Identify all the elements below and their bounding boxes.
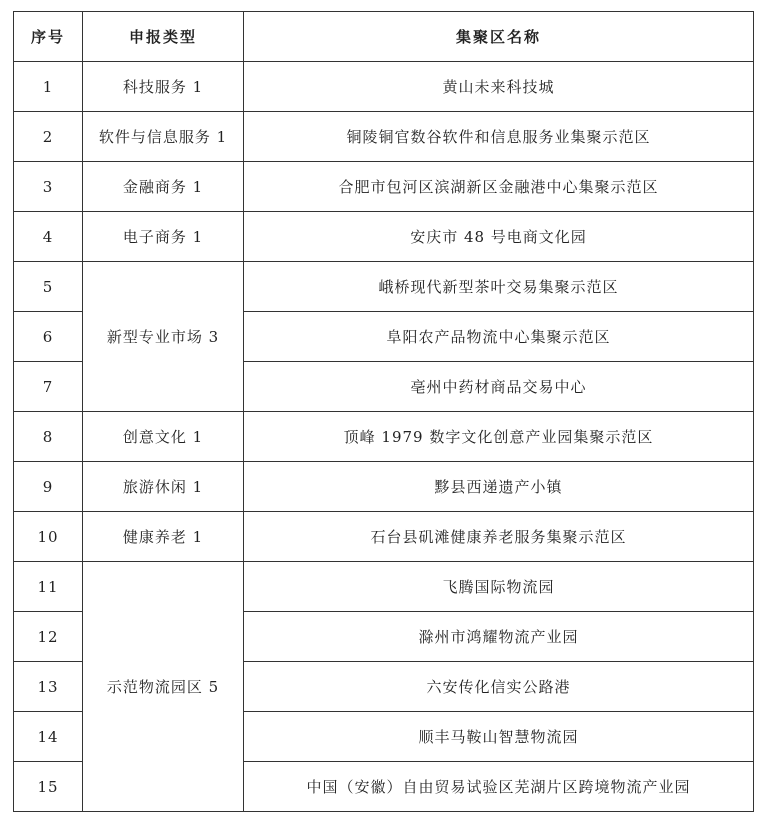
row-name: 阜阳农产品物流中心集聚示范区 [244,312,754,362]
header-name: 集聚区名称 [244,12,754,62]
table-row [14,462,754,512]
row-type: 旅游休闲 1 [83,462,244,512]
header-no: 序号 [14,12,83,62]
row-number: 6 [14,312,83,362]
header-type: 申报类型 [83,12,244,62]
row-type: 创意文化 1 [83,412,244,462]
table-row [14,112,754,162]
row-number: 13 [14,662,83,712]
row-number: 3 [14,162,83,212]
table-row [14,262,754,312]
row-name: 滁州市鸿耀物流产业园 [244,612,754,662]
row-name: 黄山未来科技城 [244,62,754,112]
row-number: 12 [14,612,83,662]
row-type: 健康养老 1 [83,512,244,562]
row-name: 六安传化信实公路港 [244,662,754,712]
table-row [14,562,754,612]
row-name: 亳州中药材商品交易中心 [244,362,754,412]
row-name: 中国（安徽）自由贸易试验区芜湖片区跨境物流产业园 [244,762,754,812]
row-name: 石台县矶滩健康养老服务集聚示范区 [244,512,754,562]
row-number: 4 [14,212,83,262]
row-number: 11 [14,562,83,612]
row-number: 9 [14,462,83,512]
row-name: 顶峰 1979 数字文化创意产业园集聚示范区 [244,412,754,462]
cluster-table [13,11,754,812]
row-name: 飞腾国际物流园 [244,562,754,612]
table-row [14,512,754,562]
table-row [14,412,754,462]
row-type: 示范物流园区 5 [83,562,244,812]
row-number: 15 [14,762,83,812]
table-row [14,162,754,212]
row-name: 铜陵铜官数谷软件和信息服务业集聚示范区 [244,112,754,162]
row-type: 软件与信息服务 1 [83,112,244,162]
row-name: 顺丰马鞍山智慧物流园 [244,712,754,762]
row-number: 8 [14,412,83,462]
row-type: 金融商务 1 [83,162,244,212]
row-number: 14 [14,712,83,762]
row-type: 科技服务 1 [83,62,244,112]
row-type: 电子商务 1 [83,212,244,262]
table-row [14,62,754,112]
row-type: 新型专业市场 3 [83,262,244,412]
row-number: 7 [14,362,83,412]
row-name: 黟县西递遗产小镇 [244,462,754,512]
row-name: 合肥市包河区滨湖新区金融港中心集聚示范区 [244,162,754,212]
row-name: 安庆市 48 号电商文化园 [244,212,754,262]
row-number: 10 [14,512,83,562]
header-row [14,12,754,62]
row-name: 峨桥现代新型茶叶交易集聚示范区 [244,262,754,312]
table-row [14,212,754,262]
row-number: 1 [14,62,83,112]
row-number: 2 [14,112,83,162]
row-number: 5 [14,262,83,312]
